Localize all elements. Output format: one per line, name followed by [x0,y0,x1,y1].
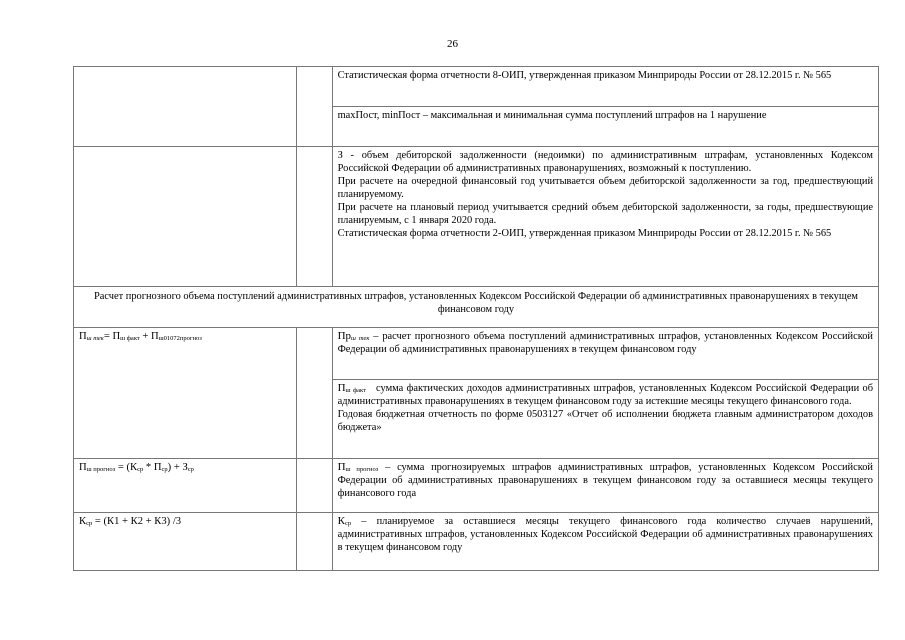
row8-description: $К_{ср}$ – планируемое за оставшиеся месяцы текущего финансового года количество случаев нарушений, административных штрафов, установленных Кодексом Российской Федерации об административных правонарушениях в текущем финансовом году [337,515,873,553]
row6-description-2: Годовая бюджетная отчетность по форме 0503127 «Отчет об исполнении бюджета главным администратором доходов бюджета» [337,409,873,433]
row3-paragraph: При расчете на очередной финансовый год учитывается объем дебиторской задолженности за год, предшествующий планируемому. [337,176,873,200]
formula-cell [74,67,297,147]
table-row [74,459,879,513]
section-title: Расчет прогнозного объема поступлений административных штрафов, установленных Кодексом Российской Федерации об административных правонарушениях в текущем финансовом году [74,287,879,328]
formula-cell: $П_{ш прогноз} = (К_{ср} * П_{ср}) + З_{ср}$ [74,459,297,513]
description-cell [332,380,878,459]
table-row [74,67,879,107]
row6-description: $П_{ш факт}$ сумма фактических доходов административных штрафов, установленных Кодексом Российской Федерации об административных правонарушениях в текущем финансовом году за истекшие месяцы текущего финансового года. [337,382,876,407]
description-cell [332,107,878,147]
empty-cell [297,147,332,287]
table-row [74,147,879,287]
formula-cell [74,147,297,287]
formula-cell: $К_{ср} = (К1 + К2 + К3)$ /3 [74,513,297,571]
row5-description: $Пр_{ш тек}$ – расчет прогнозного объема поступлений административных штрафов, установленных Кодексом Российской Федерации об административных правонарушениях в текущем финансовом году [337,330,873,355]
description-cell [332,328,878,380]
row1-description: Статистическая форма отчетности 8-ОИП, утвержденная приказом Минприроды России от 28.12.2015 г. № 565 [337,70,832,81]
description-cell [332,513,878,571]
empty-cell [297,513,332,571]
description-cell [332,459,878,513]
row3-paragraph: При расчете на плановый период учитывается средний объем дебиторской задолженности, за годы, предшествующие планируемым, с 1 января 2020 года. [337,202,873,226]
formula-cell: $П_{ш тек}= П_{ш факт} + П_{ш01072прогноз}$ [74,328,297,459]
empty-cell [297,328,332,459]
description-cell [332,67,878,107]
page-number: 26 [447,38,458,50]
table-row [74,513,879,571]
description-cell [332,147,878,287]
table-row [74,328,879,380]
document-table [73,66,879,571]
row2-description: maxПост, minПост – максимальная и минимальная сумма поступлений штрафов на 1 нарушение [337,110,767,121]
empty-cell [297,67,332,147]
row3-paragraph: З - объем дебиторской задолженности (недоимки) по административным штрафам, установленных Кодексом Российской Федерации об административных правонарушениях, возможный к поступлению. [337,150,873,174]
empty-cell [297,459,332,513]
row3-paragraph: Статистическая форма отчетности 2-ОИП, утвержденная приказом Минприроды России от 28.12.2015 г. № 565 [337,228,832,239]
table-row [74,287,879,328]
row7-description: $П_{ш прогноз}$ – сумма прогнозируемых штрафов административных штрафов, установленных Кодексом Российской Федерации об административных правонарушениях в текущем финансовом году за оставшиеся месяцы текущего финансового года [337,461,873,499]
